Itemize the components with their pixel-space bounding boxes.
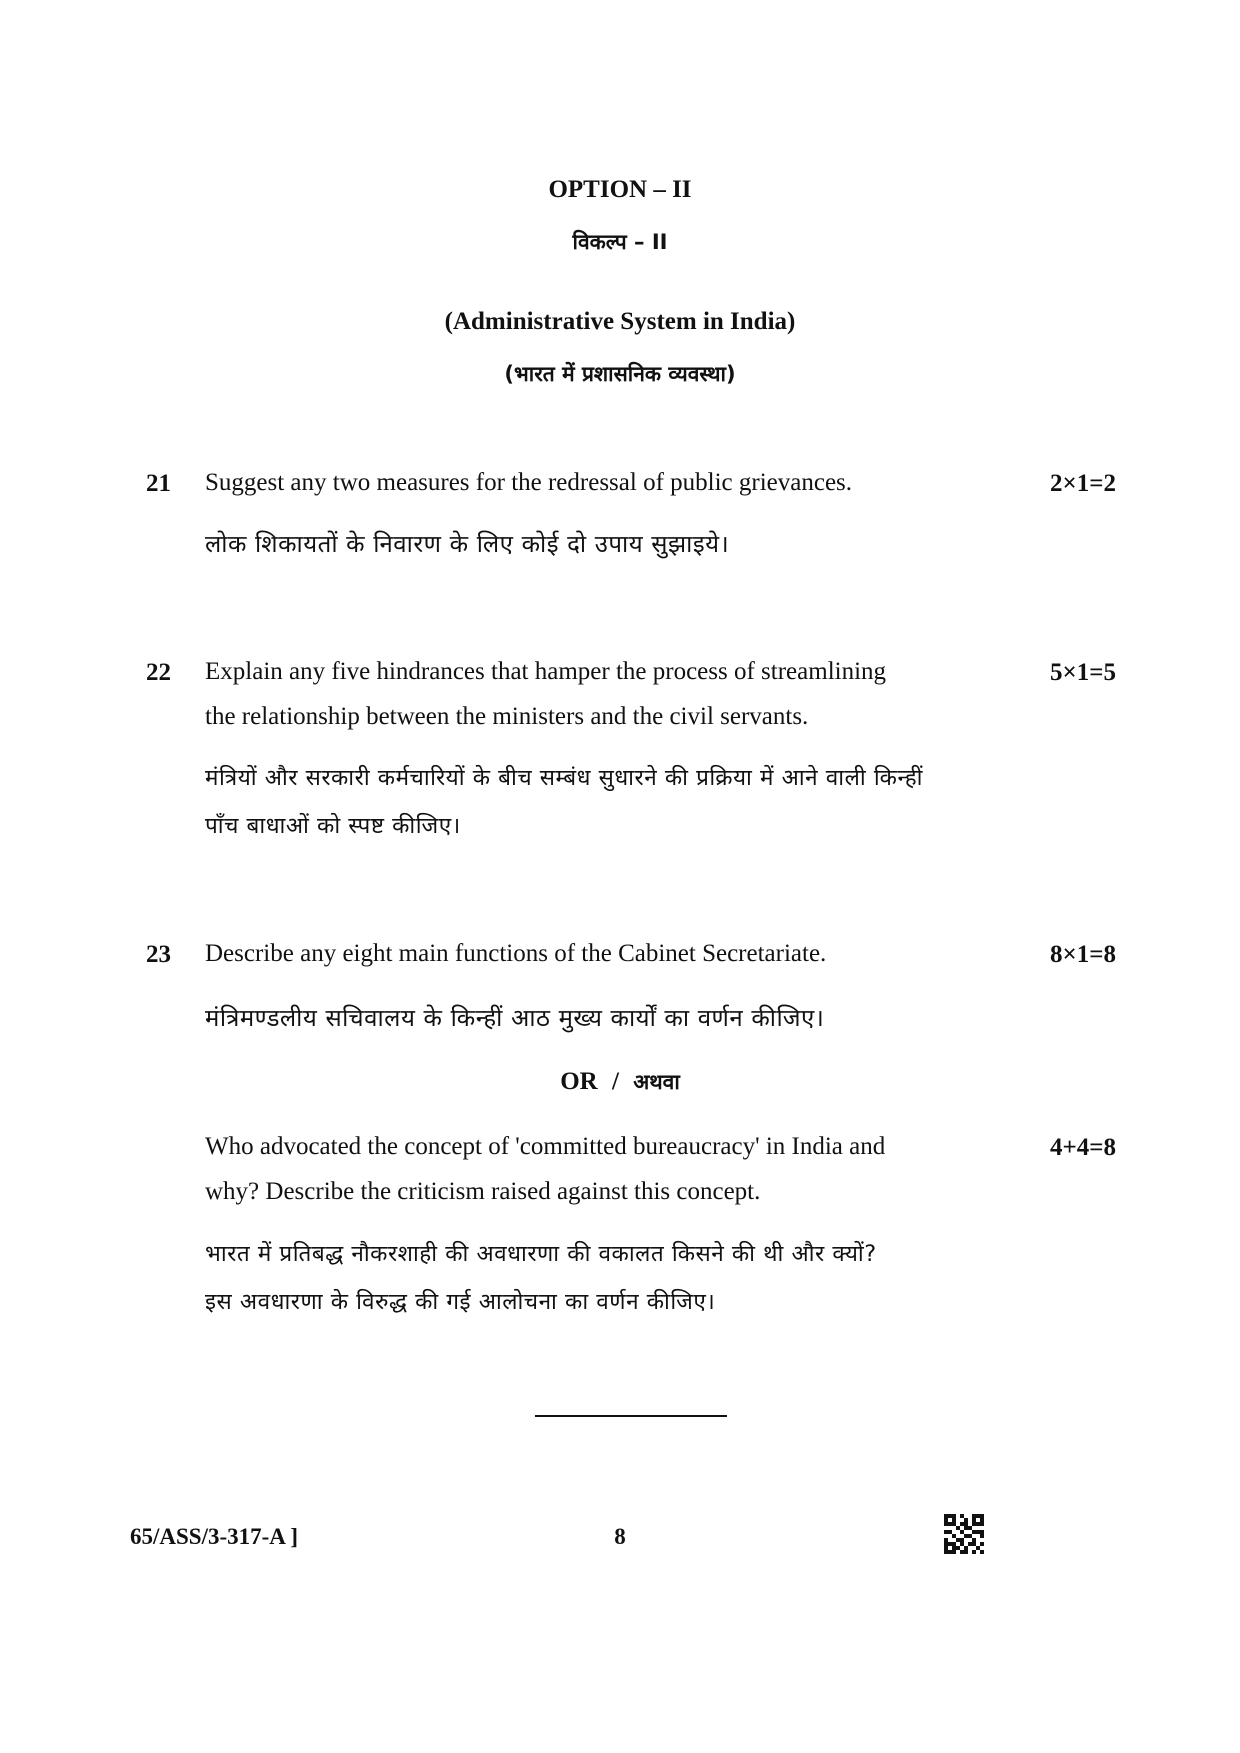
- question-line-hindi: मंत्रिमण्डलीय सचिवालय के किन्हीं आठ मुख्य कार्यों का वर्णन कीजिए।: [205, 1004, 825, 1032]
- question-number: 23: [146, 941, 171, 968]
- question-text-hi: [205, 520, 729, 568]
- question-text-en: [205, 931, 1005, 976]
- option-heading-hindi: विकल्प – II: [572, 230, 668, 254]
- subject-heading-hindi: (भारत में प्रशासनिक व्यवस्था): [504, 362, 736, 386]
- question-line-hindi: मंत्रियों और सरकारी कर्मचारियों के बीच सम्बंध सुधारने की प्रक्रिया में आने वाली किन्हीं: [205, 765, 923, 791]
- question-line: why? Describe the criticism raised against this concept.: [205, 1178, 761, 1205]
- or-slash: /: [611, 1068, 619, 1095]
- or-label: OR: [560, 1068, 598, 1095]
- paper-code: 65/ASS/3-317-A ]: [130, 1524, 299, 1549]
- question-marks: 4+4=8: [1050, 1134, 1116, 1161]
- question-line: Who advocated the concept of 'committed bureaucracy' in India and: [205, 1133, 886, 1160]
- question-number: 21: [146, 470, 171, 497]
- question-line: Explain any five hindrances that hamper the process of streamlining: [205, 658, 887, 685]
- end-rule: [535, 1415, 727, 1417]
- question-text-hi: [205, 994, 824, 1042]
- subject-heading: (Administrative System in India): [444, 308, 796, 335]
- question-marks: 5×1=5: [1050, 659, 1116, 686]
- question-text-en: [205, 1124, 1005, 1214]
- question-line-hindi: भारत में प्रतिबद्ध नौकरशाही की अवधारणा की वकालत किसने की थी और क्यों?: [205, 1241, 877, 1267]
- or-separator: [0, 1068, 1240, 1096]
- question-text-en: [205, 649, 1005, 739]
- question-number: 22: [146, 659, 171, 686]
- question-line-hindi: पाँच बाधाओं को स्पष्ट कीजिए।: [205, 813, 461, 839]
- question-line-hindi: इस अवधारणा के विरुद्ध की गई आलोचना का वर्णन कीजिए।: [205, 1289, 716, 1315]
- question-line: Describe any eight main functions of the Cabinet Secretariate.: [205, 940, 827, 967]
- question-line: Suggest any two measures for the redressal of public grievances.: [205, 469, 853, 496]
- question-text-hi: [205, 1230, 877, 1326]
- question-marks: 2×1=2: [1050, 470, 1116, 497]
- page-number: 8: [614, 1524, 626, 1549]
- question-text-hi: [205, 754, 923, 850]
- question-marks: 8×1=8: [1050, 941, 1116, 968]
- or-label-hindi: अथवा: [633, 1070, 680, 1094]
- question-line: the relationship between the ministers and the civil servants.: [205, 703, 809, 730]
- option-heading: OPTION – II: [548, 176, 692, 203]
- question-text-en: [205, 460, 1005, 505]
- question-line-hindi: लोक शिकायतों के निवारण के लिए कोई दो उपाय सुझाइये।: [205, 530, 730, 558]
- qr-code-icon: [944, 1514, 984, 1554]
